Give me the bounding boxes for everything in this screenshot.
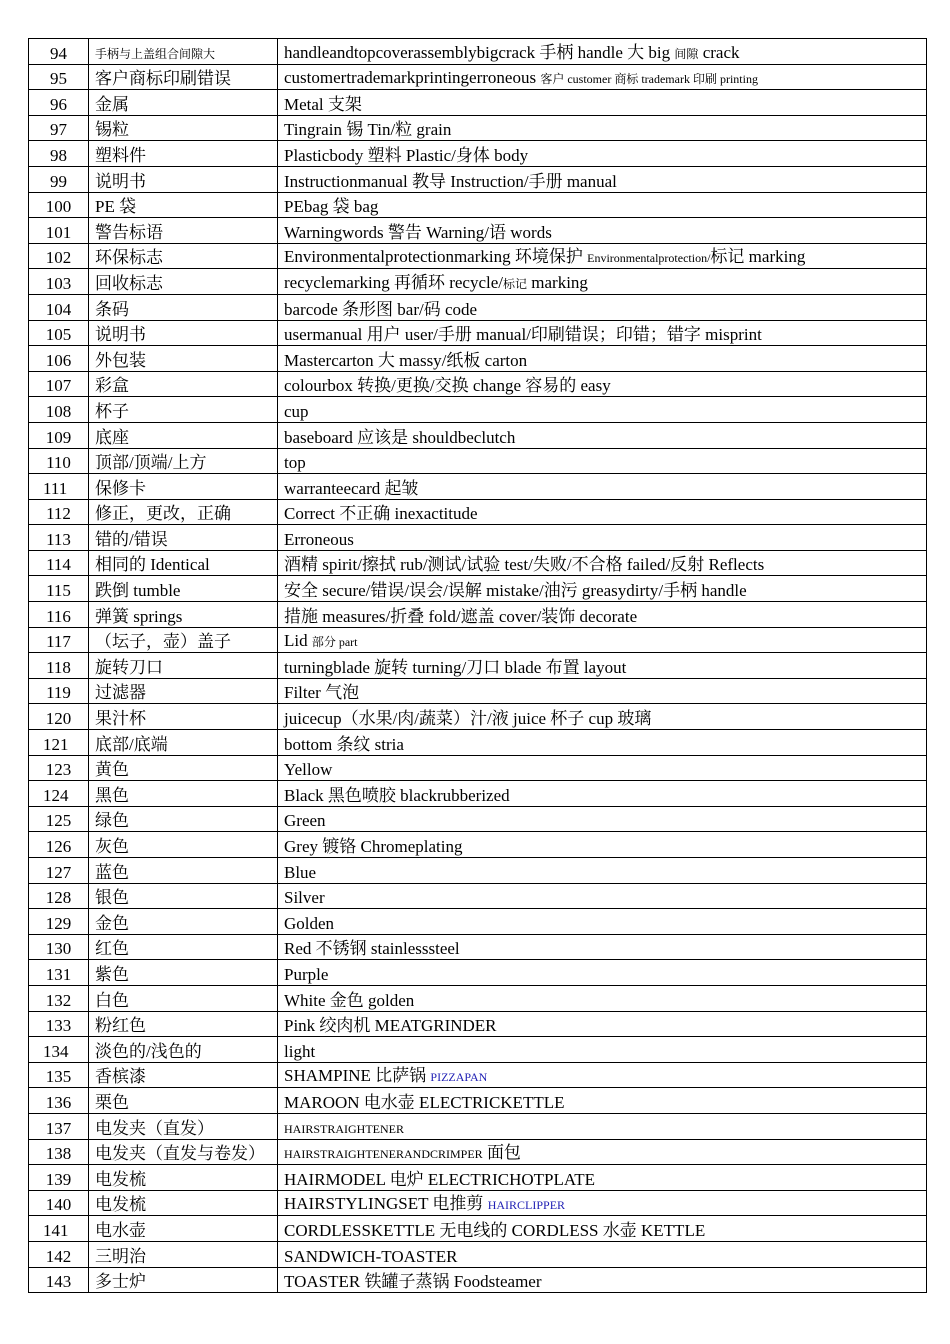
row-number: 120 (29, 704, 89, 730)
row-number: 128 (29, 883, 89, 909)
table-row (29, 960, 927, 986)
row-number: 138 (29, 1139, 89, 1165)
table-row (29, 218, 927, 244)
row-number: 117 (29, 627, 89, 653)
english-term (278, 1011, 927, 1037)
english-term (278, 678, 927, 704)
table-row (29, 525, 927, 551)
english-term-part: handleandtopcoverassemblybigcrack 手柄 handle 大 big (284, 42, 675, 62)
chinese-term: 错的/错误 (89, 525, 278, 551)
english-term (278, 960, 927, 986)
chinese-term: 金属 (89, 90, 278, 116)
english-term (278, 269, 927, 295)
table-row (29, 1088, 927, 1114)
english-term (278, 525, 927, 551)
english-term-part: PIZZAPAN (430, 1070, 488, 1085)
english-term-part: 部分 part (311, 635, 358, 650)
table-row (29, 730, 927, 756)
english-term-part: marking (527, 272, 588, 292)
english-term-part: crack (698, 42, 740, 62)
chinese-term: 杯子 (89, 397, 278, 423)
row-number: 119 (29, 678, 89, 704)
english-term (278, 115, 927, 141)
row-number: 137 (29, 1113, 89, 1139)
row-number: 132 (29, 985, 89, 1011)
english-term-part: 间隙 (674, 46, 699, 61)
english-term (278, 192, 927, 218)
table-row (29, 934, 927, 960)
row-number: 118 (29, 653, 89, 679)
row-number: 112 (29, 499, 89, 525)
english-term-part: 酒精 spirit/擦拭 rub/测试/试验 test/失败/不合格 failed/反射 Reflects (284, 555, 765, 575)
english-term (278, 64, 927, 90)
english-term-part: White 金色 golden (284, 990, 415, 1010)
chinese-term: PE 袋 (89, 192, 278, 218)
table-row (29, 371, 927, 397)
english-term-part: customertrademarkprintingerroneous (284, 68, 541, 88)
row-number: 102 (29, 243, 89, 269)
table-row (29, 704, 927, 730)
english-term-part: SANDWICH-TOASTER (284, 1246, 458, 1266)
row-number: 101 (29, 218, 89, 244)
row-number: 115 (29, 576, 89, 602)
table-row (29, 474, 927, 500)
chinese-term: （坛子，壶）盖子 (89, 627, 278, 653)
row-number: 139 (29, 1165, 89, 1191)
english-term (278, 550, 927, 576)
chinese-term: 警告标语 (89, 218, 278, 244)
english-term-part: Purple (284, 964, 329, 984)
english-term (278, 448, 927, 474)
row-number: 134 (29, 1037, 89, 1063)
english-term-part: 标记 marking (710, 247, 806, 267)
english-term (278, 320, 927, 346)
chinese-term: 旋转刀口 (89, 653, 278, 679)
row-number: 106 (29, 346, 89, 372)
row-number: 96 (29, 90, 89, 116)
english-term (278, 243, 927, 269)
english-term (278, 422, 927, 448)
table-row (29, 781, 927, 807)
english-term-part: recyclemarking 再循环 recycle/ (284, 272, 504, 292)
english-term-part: HAIRSTYLINGSET 电推剪 (284, 1194, 488, 1214)
english-term (278, 781, 927, 807)
chinese-term: 白色 (89, 985, 278, 1011)
glossary-table (28, 38, 927, 1293)
chinese-term: 粉红色 (89, 1011, 278, 1037)
table-row (29, 422, 927, 448)
table-row (29, 1062, 927, 1088)
chinese-term: 保修卡 (89, 474, 278, 500)
table-row (29, 64, 927, 90)
english-term-part: top (284, 453, 306, 473)
table-row (29, 653, 927, 679)
english-term-part: Yellow (284, 760, 333, 780)
english-term (278, 1241, 927, 1267)
chinese-term: 绿色 (89, 806, 278, 832)
table-row (29, 243, 927, 269)
table-row (29, 448, 927, 474)
chinese-term: 说明书 (89, 320, 278, 346)
english-term-part: Red 不锈钢 stainlesssteel (284, 939, 460, 959)
row-number: 108 (29, 397, 89, 423)
table-row (29, 90, 927, 116)
row-number: 103 (29, 269, 89, 295)
chinese-term: 三明治 (89, 1241, 278, 1267)
english-term (278, 576, 927, 602)
chinese-term: 修正，更改，正确 (89, 499, 278, 525)
row-number: 113 (29, 525, 89, 551)
english-term (278, 934, 927, 960)
table-row (29, 1113, 927, 1139)
chinese-term: 条码 (89, 294, 278, 320)
chinese-term: 栗色 (89, 1088, 278, 1114)
row-number: 107 (29, 371, 89, 397)
english-term (278, 1062, 927, 1088)
english-term (278, 1088, 927, 1114)
english-term-part: HAIRCLIPPER (487, 1198, 566, 1213)
row-number: 126 (29, 832, 89, 858)
chinese-term: 红色 (89, 934, 278, 960)
chinese-term: 多士炉 (89, 1267, 278, 1293)
chinese-term: 跌倒 tumble (89, 576, 278, 602)
table-row (29, 1165, 927, 1191)
english-term (278, 832, 927, 858)
table-row (29, 550, 927, 576)
english-term-part: HAIRSTRAIGHTENERANDCRIMPER (284, 1147, 483, 1162)
row-number: 104 (29, 294, 89, 320)
english-term-part: colourbox 转换/更换/交换 change 容易的 easy (284, 376, 611, 396)
english-term-part: Environmentalprotection/ (587, 251, 711, 266)
english-term (278, 909, 927, 935)
english-term-part: warranteecard 起皱 (284, 478, 419, 498)
table-row (29, 141, 927, 167)
table-row (29, 985, 927, 1011)
row-number: 110 (29, 448, 89, 474)
row-number: 109 (29, 422, 89, 448)
english-term-part: cup (284, 401, 309, 421)
row-number: 111 (29, 474, 89, 500)
english-term-part: TOASTER 铁罐子蒸锅 Foodsteamer (284, 1272, 542, 1292)
chinese-term: 底座 (89, 422, 278, 448)
row-number: 127 (29, 858, 89, 884)
english-term-part: Plasticbody 塑料 Plastic/身体 body (284, 145, 529, 165)
english-term-part: 标记 (503, 276, 528, 291)
english-term (278, 1139, 927, 1165)
english-term (278, 1190, 927, 1216)
english-term-part: MAROON 电水壶 ELECTRICKETTLE (284, 1092, 565, 1112)
chinese-term: 过滤器 (89, 678, 278, 704)
chinese-term: 银色 (89, 883, 278, 909)
english-term-part: Instructionmanual 教导 Instruction/手册 manual (284, 171, 617, 191)
english-term-part: 安全 secure/错误/误会/误解 mistake/油污 greasydirty/手柄 handle (284, 581, 747, 601)
english-term-part: Warningwords 警告 Warning/语 words (284, 222, 552, 242)
row-number: 141 (29, 1216, 89, 1242)
table-row (29, 1190, 927, 1216)
chinese-term: 塑料件 (89, 141, 278, 167)
english-term-part: bottom 条纹 stria (284, 734, 404, 754)
table-row (29, 678, 927, 704)
english-term (278, 627, 927, 653)
row-number: 125 (29, 806, 89, 832)
glossary-body (29, 39, 927, 1293)
table-row (29, 1139, 927, 1165)
table-row (29, 1011, 927, 1037)
english-term-part: Pink 绞肉机 MEATGRINDER (284, 1016, 497, 1036)
chinese-term: 客户商标印刷错误 (89, 64, 278, 90)
chinese-term: 黄色 (89, 755, 278, 781)
chinese-term: 淡色的/浅色的 (89, 1037, 278, 1063)
english-term-part: Golden (284, 913, 335, 933)
table-row (29, 346, 927, 372)
english-term (278, 653, 927, 679)
table-row (29, 755, 927, 781)
english-term (278, 371, 927, 397)
chinese-term: 电发梳 (89, 1165, 278, 1191)
chinese-term: 电水壶 (89, 1216, 278, 1242)
row-number: 105 (29, 320, 89, 346)
english-term-part: PEbag 袋 bag (284, 197, 379, 217)
table-row (29, 1216, 927, 1242)
chinese-term: 环保标志 (89, 243, 278, 269)
row-number: 131 (29, 960, 89, 986)
row-number: 142 (29, 1241, 89, 1267)
chinese-term: 香槟漆 (89, 1062, 278, 1088)
table-row (29, 192, 927, 218)
english-term (278, 397, 927, 423)
english-term (278, 755, 927, 781)
english-term-part: Metal 支架 (284, 94, 362, 114)
table-row (29, 269, 927, 295)
english-term (278, 39, 927, 65)
english-term-part: HAIRSTRAIGHTENER (284, 1121, 404, 1136)
english-term-part: Blue (284, 862, 317, 882)
chinese-term: 电发夹（直发） (89, 1113, 278, 1139)
table-row (29, 115, 927, 141)
table-row (29, 499, 927, 525)
row-number: 97 (29, 115, 89, 141)
chinese-term: 锡粒 (89, 115, 278, 141)
english-term-part: Silver (284, 888, 325, 908)
english-term (278, 602, 927, 628)
english-term-part: light (284, 1041, 316, 1061)
english-term (278, 294, 927, 320)
row-number: 121 (29, 730, 89, 756)
english-term (278, 141, 927, 167)
english-term-part: turningblade 旋转 turning/刀口 blade 布置 layout (284, 657, 627, 677)
english-term (278, 499, 927, 525)
row-number: 100 (29, 192, 89, 218)
chinese-term: 黑色 (89, 781, 278, 807)
row-number: 123 (29, 755, 89, 781)
row-number: 95 (29, 64, 89, 90)
english-term-part: Mastercarton 大 massy/纸板 carton (284, 350, 528, 370)
english-term (278, 1267, 927, 1293)
english-term (278, 1113, 927, 1139)
chinese-term: 蓝色 (89, 858, 278, 884)
english-term (278, 474, 927, 500)
table-row (29, 858, 927, 884)
table-row (29, 883, 927, 909)
row-number: 94 (29, 39, 89, 65)
english-term-part: barcode 条形图 bar/码 code (284, 299, 478, 319)
english-term-part: Environmentalprotectionmarking 环境保护 (284, 247, 588, 267)
chinese-term: 电发梳 (89, 1190, 278, 1216)
english-term (278, 730, 927, 756)
chinese-term: 弹簧 springs (89, 602, 278, 628)
table-row (29, 397, 927, 423)
english-term (278, 1216, 927, 1242)
english-term-part: Tingrain 锡 Tin/粒 grain (284, 120, 452, 140)
table-row (29, 166, 927, 192)
english-term (278, 166, 927, 192)
table-row (29, 627, 927, 653)
english-term (278, 1037, 927, 1063)
english-term-part: Black 黑色喷胶 blackrubberized (284, 785, 510, 805)
table-row (29, 909, 927, 935)
english-term-part: Lid (284, 631, 312, 651)
english-term (278, 858, 927, 884)
table-row (29, 832, 927, 858)
english-term-part: 措施 measures/折叠 fold/遮盖 cover/装饰 decorate (284, 606, 638, 626)
row-number: 135 (29, 1062, 89, 1088)
english-term (278, 218, 927, 244)
english-term-part: Correct 不正确 inexactitude (284, 504, 478, 524)
table-row (29, 294, 927, 320)
english-term-part: baseboard 应该是 shouldbeclutch (284, 427, 516, 447)
row-number: 116 (29, 602, 89, 628)
table-row (29, 602, 927, 628)
chinese-term: 说明书 (89, 166, 278, 192)
english-term-part: 客户 customer 商标 trademark 印刷 printing (540, 72, 758, 87)
row-number: 114 (29, 550, 89, 576)
english-term-part: CORDLESSKETTLE 无电线的 CORDLESS 水壶 KETTLE (284, 1220, 706, 1240)
english-term-part: 面包 (482, 1143, 521, 1163)
english-term (278, 1165, 927, 1191)
table-row (29, 576, 927, 602)
chinese-term: 紫色 (89, 960, 278, 986)
english-term-part: SHAMPINE 比萨锅 (284, 1066, 431, 1086)
row-number: 133 (29, 1011, 89, 1037)
chinese-term: 相同的 Identical (89, 550, 278, 576)
table-row (29, 320, 927, 346)
english-term (278, 985, 927, 1011)
chinese-term: 顶部/顶端/上方 (89, 448, 278, 474)
table-row (29, 39, 927, 65)
row-number: 140 (29, 1190, 89, 1216)
row-number: 130 (29, 934, 89, 960)
english-term-part: Filter 气泡 (284, 683, 360, 703)
row-number: 124 (29, 781, 89, 807)
english-term (278, 704, 927, 730)
english-term-part: juicecup（水果/肉/蔬菜）汁/液 juice 杯子 cup 玻璃 (284, 709, 652, 729)
table-row (29, 1267, 927, 1293)
english-term-part: Erroneous (284, 529, 354, 549)
table-row (29, 1241, 927, 1267)
english-term-part: HAIRMODEL 电炉 ELECTRICHOTPLATE (284, 1169, 596, 1189)
chinese-term: 回收标志 (89, 269, 278, 295)
english-term (278, 883, 927, 909)
chinese-term: 彩盒 (89, 371, 278, 397)
english-term (278, 346, 927, 372)
row-number: 129 (29, 909, 89, 935)
chinese-term: 底部/底端 (89, 730, 278, 756)
chinese-term: 电发夹（直发与卷发） (89, 1139, 278, 1165)
english-term (278, 806, 927, 832)
english-term-part: Green (284, 811, 326, 831)
chinese-term: 外包装 (89, 346, 278, 372)
english-term (278, 90, 927, 116)
chinese-term: 金色 (89, 909, 278, 935)
table-row (29, 806, 927, 832)
chinese-term: 果汁杯 (89, 704, 278, 730)
row-number: 143 (29, 1267, 89, 1293)
table-row (29, 1037, 927, 1063)
chinese-term: 灰色 (89, 832, 278, 858)
row-number: 99 (29, 166, 89, 192)
row-number: 98 (29, 141, 89, 167)
english-term-part: usermanual 用户 user/手册 manual/印刷错误；印错；错字 misprint (284, 325, 762, 345)
row-number: 136 (29, 1088, 89, 1114)
english-term-part: Grey 镀铬 Chromeplating (284, 837, 463, 856)
chinese-term: 手柄与上盖组合间隙大 (89, 39, 278, 65)
